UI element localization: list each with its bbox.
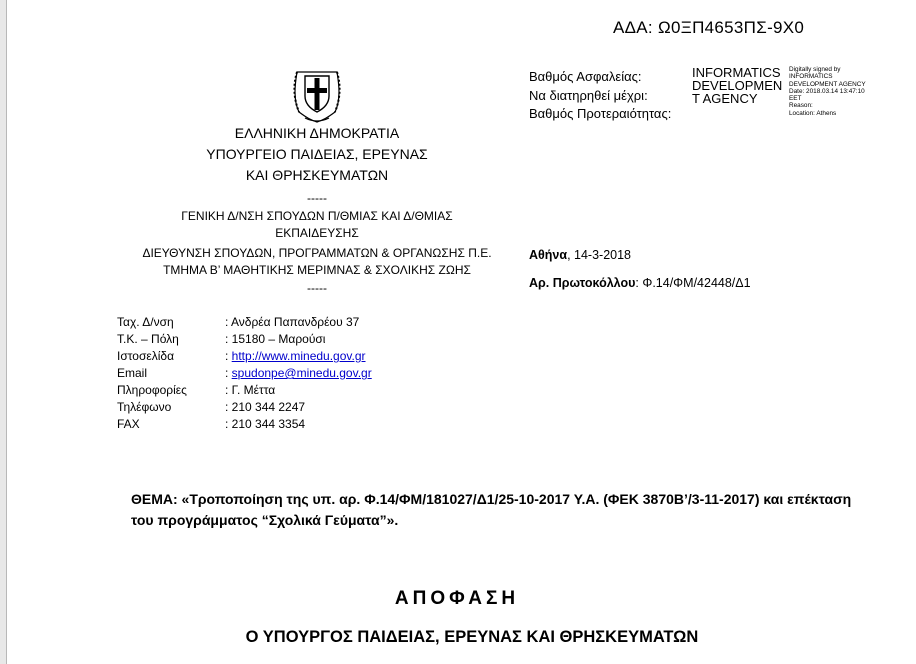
keep-until-label: Να διατηρηθεί μέχρι:: [529, 88, 648, 103]
priority-label: Βαθμός Προτεραιότητας:: [529, 106, 672, 121]
protocol-line: Αρ. Πρωτοκόλλου: Φ.14/ΦΜ/42448/Δ1: [529, 276, 751, 290]
website-link[interactable]: http://www.minedu.gov.gr: [231, 349, 366, 363]
contact-row: Email : spudonpe@minedu.gov.gr: [117, 366, 372, 380]
signer-name: INFORMATICS DEVELOPMEN T AGENCY: [692, 65, 783, 106]
contact-row: FAX : 210 344 3354: [117, 417, 306, 431]
contact-row: Ιστοσελίδα : http://www.minedu.gov.gr: [117, 349, 366, 363]
decision-title: ΑΠΟΦΑΣΗ: [394, 588, 520, 609]
department: ΤΜΗΜΑ Β’ ΜΑΘΗΤΙΚΗΣ ΜΕΡΙΜΝΑΣ & ΣΧΟΛΙΚΗΣ ΖΩΗΣ: [163, 263, 471, 277]
document-page: [6, 0, 916, 664]
separator: -----: [307, 191, 327, 205]
ministry-line-1: ΥΠΟΥΡΓΕΙΟ ΠΑΙΔΕΙΑΣ, ΕΡΕΥΝΑΣ: [206, 146, 428, 162]
digital-signature-details: Digitally signed by INFORMATICS DEVELOPMENT AGENCY Date: 2018.03.14 13:47:10 EET Reason: Location: Athens: [789, 66, 866, 117]
greek-coat-of-arms-icon: [287, 62, 347, 124]
contact-row: Τηλέφωνο : 210 344 2247: [117, 400, 306, 414]
ministry-line-2: ΚΑΙ ΘΡΗΣΚΕΥΜΑΤΩΝ: [245, 167, 389, 183]
separator-2: -----: [307, 281, 327, 295]
ada-code: ΑΔΑ: Ω0ΞΠ4653ΠΣ-9Χ0: [613, 18, 805, 37]
email-link[interactable]: spudonpe@minedu.gov.gr: [231, 366, 372, 380]
contact-row: Πληροφορίες : Γ. Μέττα: [117, 383, 276, 397]
contact-row: Ταχ. Δ/νση : Ανδρέα Παπανδρέου 37: [117, 315, 360, 329]
contact-info: [117, 314, 372, 433]
contact-row: Τ.Κ. – Πόλη : 15180 – Μαρούσι: [117, 332, 326, 346]
security-level-label: Βαθμός Ασφαλείας:: [529, 69, 642, 84]
republic-title: ΕΛΛΗΝΙΚΗ ΔΗΜΟΚΡΑΤΙΑ: [234, 125, 400, 141]
general-directorate-line-2: ΕΚΠΑΙΔΕΥΣΗΣ: [275, 226, 359, 240]
general-directorate-line-1: ΓΕΝΙΚΗ Δ/ΝΣΗ ΣΠΟΥΔΩΝ Π/ΘΜΙΑΣ ΚΑΙ Δ/ΘΜΙΑΣ: [181, 209, 453, 223]
date-line: Αθήνα, 14-3-2018: [529, 248, 632, 262]
minister-title: Ο ΥΠΟΥΡΓΟΣ ΠΑΙΔΕΙΑΣ, ΕΡΕΥΝΑΣ ΚΑΙ ΘΡΗΣΚΕΥΜΑΤΩΝ: [245, 628, 699, 646]
directorate: ΔΙΕΥΘΥΝΣΗ ΣΠΟΥΔΩΝ, ΠΡΟΓΡΑΜΜΑΤΩΝ & ΟΡΓΑΝΩΣΗΣ Π.Ε.: [142, 246, 492, 260]
subject: ΘΕΜΑ: «Τροποποίηση της υπ. αρ. Φ.14/ΦΜ/181027/Δ1/25-10-2017 Υ.Α. (ΦΕΚ 3870Β’/3-11-2017) και επέκταση του προγράμματος “Σχολικά Γεύματα”».: [131, 491, 852, 528]
